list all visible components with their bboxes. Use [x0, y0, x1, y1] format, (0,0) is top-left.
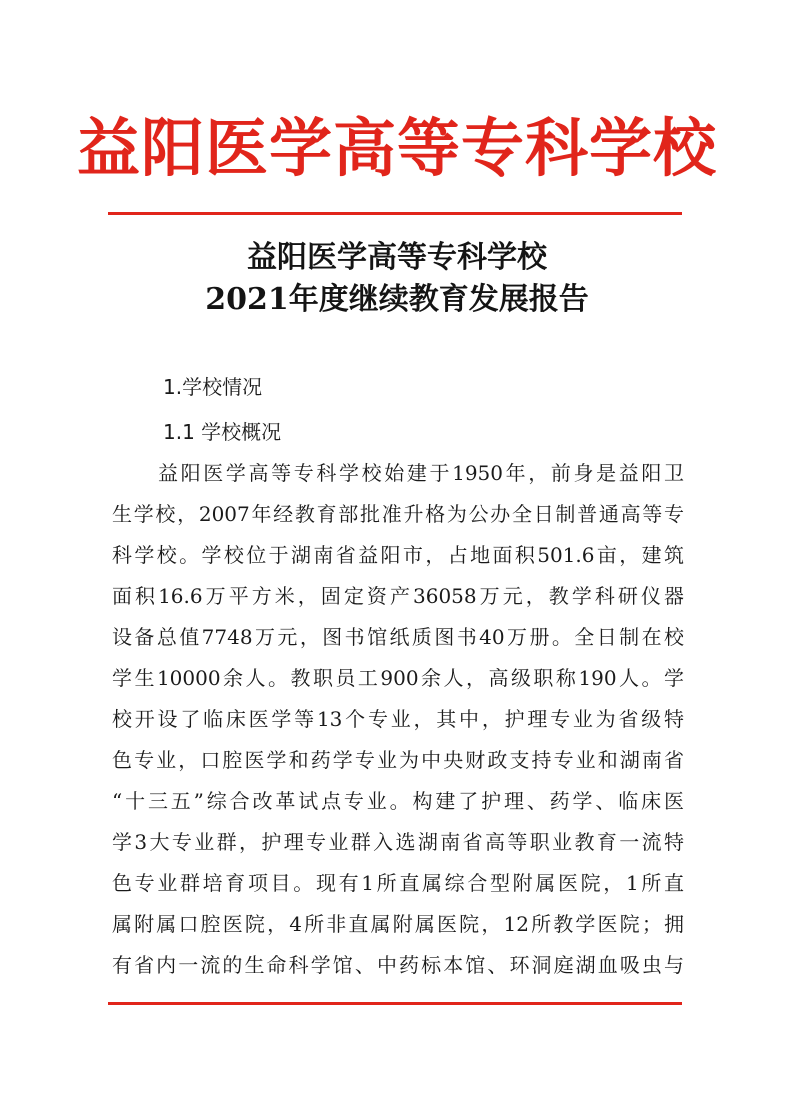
paragraph-line: 生学校，2007年经教育部批准升格为公办全日制普通高等专	[112, 502, 684, 526]
paragraph-line: 面积16.6万平方米，固定资产36058万元，教学科研仪器	[112, 584, 684, 608]
paragraph-line: 益阳医学高等专科学校始建于1950年，前身是益阳卫	[158, 461, 684, 485]
paragraph-line: 属附属口腔医院，4所非直属附属医院，12所教学医院；拥	[112, 912, 684, 936]
masthead-org-name: 益阳医学高等专科学校	[77, 111, 717, 185]
report-title-line-2: 2021年度继续教育发展报告	[205, 282, 589, 317]
paragraph-line: 科学校。学校位于湖南省益阳市，占地面积501.6亩，建筑	[112, 543, 684, 567]
paragraph-line: “十三五”综合改革试点专业。构建了护理、药学、临床医	[112, 789, 684, 813]
section-heading-school-overview: 1.1 学校概况	[163, 420, 282, 444]
masthead-divider	[108, 212, 682, 215]
report-title-line-1: 益阳医学高等专科学校	[247, 240, 547, 275]
paragraph-line: 校开设了临床医学等13个专业，其中，护理专业为省级特	[112, 707, 684, 731]
paragraph-line: 色专业群培育项目。现有1所直属综合型附属医院，1所直	[112, 871, 684, 895]
paragraph-line: 有省内一流的生命科学馆、中药标本馆、环洞庭湖血吸虫与	[112, 953, 684, 977]
paragraph-line: 色专业，口腔医学和药学专业为中央财政支持专业和湖南省	[112, 748, 684, 772]
paragraph-line: 学3大专业群，护理专业群入选湖南省高等职业教育一流特	[112, 830, 684, 854]
section-heading-school-situation: 1.学校情况	[163, 375, 263, 399]
footer-divider	[108, 1002, 682, 1005]
paragraph-line: 设备总值7748万元，图书馆纸质图书40万册。全日制在校	[112, 625, 684, 649]
paragraph-line: 学生10000余人。教职员工900余人，高级职称190人。学	[112, 666, 684, 690]
